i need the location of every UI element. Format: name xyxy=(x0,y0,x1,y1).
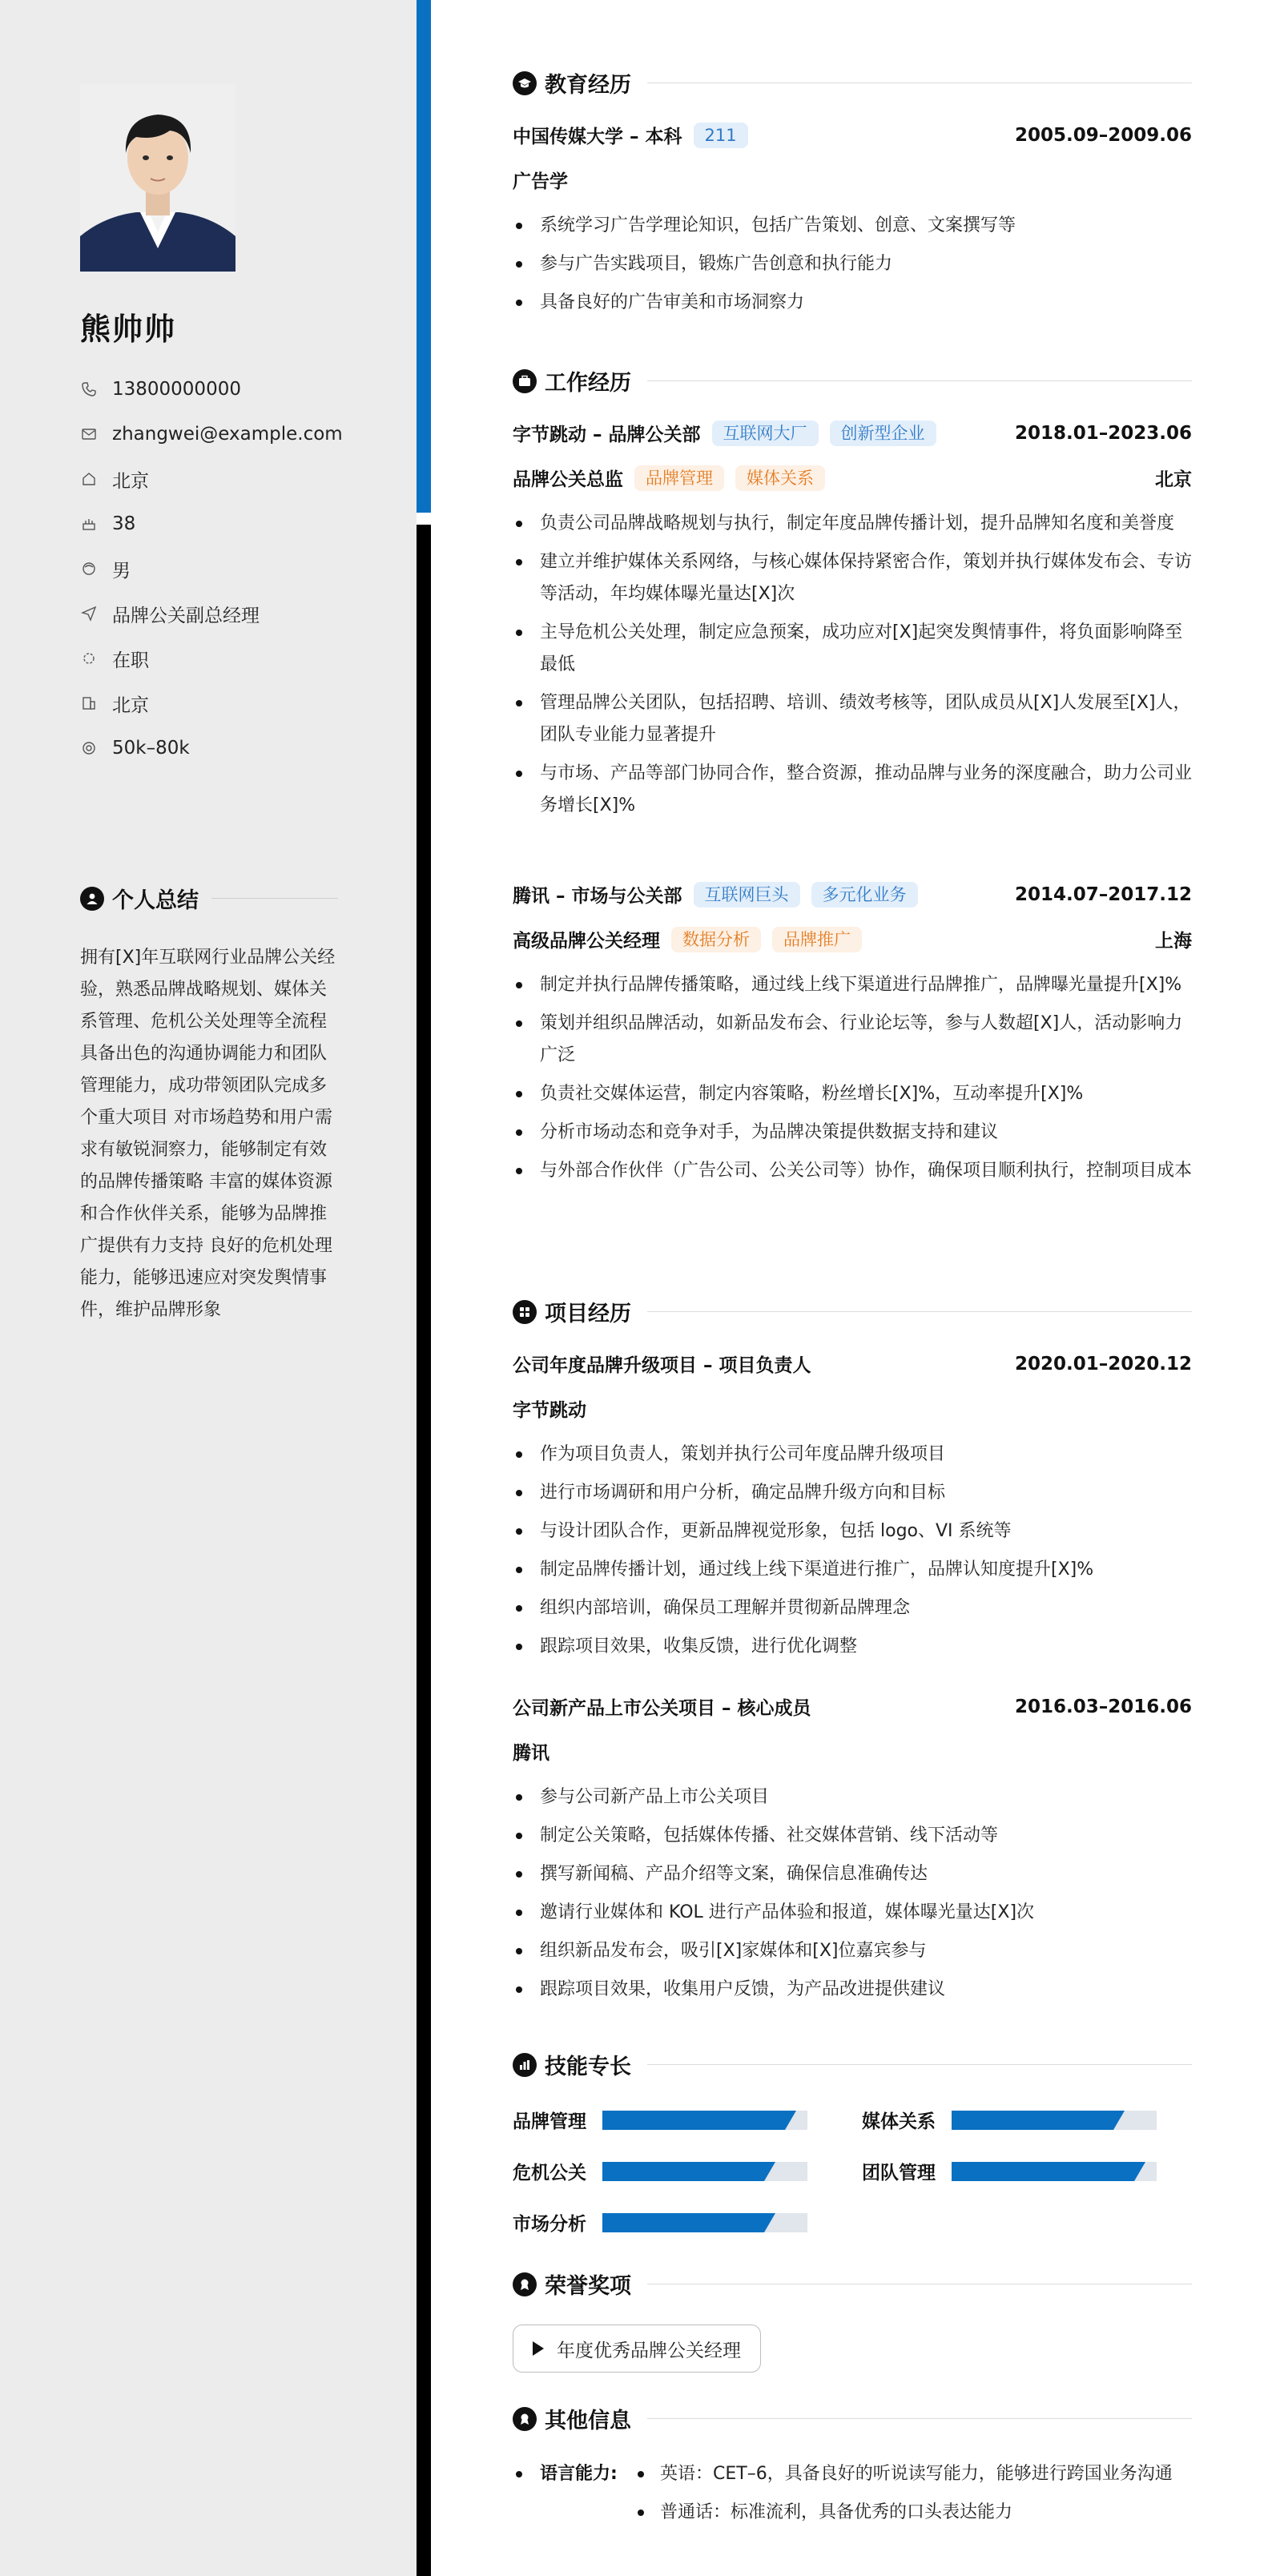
job-1-company-tag-1: 互联网大厂 xyxy=(712,421,819,446)
language-mandarin: 普通话：标准流利，具备优秀的口头表达能力 xyxy=(660,2502,1013,2522)
award-item xyxy=(513,2324,761,2373)
projects-title: 项目经历 xyxy=(545,1302,631,1326)
job-2-period: 2014.07–2017.12 xyxy=(1014,883,1192,905)
gender-text: 男 xyxy=(112,560,131,582)
skills-divider xyxy=(647,2064,1192,2065)
list-item: 主导危机公关处理，制定应急预案，成功应对[X]起突发舆情事件，将负面影响降至最低 xyxy=(513,617,1192,681)
education-school-row xyxy=(513,122,1192,148)
list-item: 系统学习广告学理论知识，包括广告策划、创意、文案撰写等 xyxy=(513,210,1192,242)
project-1-name: 公司年度品牌升级项目 – 项目负责人 xyxy=(513,1355,811,1376)
job-2-role-row xyxy=(513,926,1192,952)
info-position xyxy=(80,591,343,636)
job-2-company-tag-1: 互联网巨头 xyxy=(694,882,800,908)
skill-bar xyxy=(602,2162,807,2181)
summary-title: 个人总结 xyxy=(112,888,199,913)
school-name: 中国传媒大学 – 本科 xyxy=(513,127,682,147)
skill-item xyxy=(513,2107,807,2133)
list-item: 策划并组织品牌活动，如新品发布会、行业论坛等，参与人数超[X]人，活动影响力广泛 xyxy=(513,1008,1192,1072)
summary-header xyxy=(80,883,338,914)
project-2-period: 2016.03–2016.06 xyxy=(1014,1696,1192,1717)
play-icon xyxy=(533,2341,544,2356)
major-name: 广告学 xyxy=(513,171,568,192)
job-1-company-tag-2: 创新型企业 xyxy=(830,421,936,446)
skill-label: 市场分析 xyxy=(513,2214,586,2235)
person-name: 熊帅帅 xyxy=(80,312,177,347)
job-2-role: 高级品牌公关经理 xyxy=(513,931,660,952)
language-label: 语言能力: xyxy=(540,2464,618,2484)
age-text: 38 xyxy=(112,513,136,534)
info-status xyxy=(80,636,343,681)
building-icon xyxy=(80,694,98,712)
contact-info-list xyxy=(80,367,343,771)
list-item: 负责公司品牌战略规划与执行，制定年度品牌传播计划，提升品牌知名度和美誉度 xyxy=(513,508,1192,540)
list-item: 制定公关策略，包括媒体传播、社交媒体营销、线下活动等 xyxy=(513,1820,1192,1852)
education-title: 教育经历 xyxy=(545,73,631,98)
awards-title: 荣誉奖项 xyxy=(545,2274,631,2299)
info-phone xyxy=(80,367,343,412)
project-2-org-row xyxy=(513,1738,1192,1765)
phone-text: 13800000000 xyxy=(112,379,241,400)
project-2-name: 公司新产品上市公关项目 – 核心成员 xyxy=(513,1698,811,1719)
list-item: 制定并执行品牌传播策略，通过线上线下渠道进行品牌推广，品牌曝光量提升[X]% xyxy=(513,969,1192,1001)
bar-chart-icon xyxy=(513,2053,537,2077)
language-list xyxy=(634,2457,1192,2530)
list-item: 邀请行业媒体和 KOL 进行产品体验和报道，媒体曝光量达[X]次 xyxy=(513,1897,1192,1929)
skills-header xyxy=(513,2049,1192,2080)
list-item: 参与广告实践项目，锻炼广告创意和执行能力 xyxy=(513,248,1192,280)
job-1-role-tag-2: 媒体关系 xyxy=(735,465,825,491)
position-text: 品牌公关副总经理 xyxy=(112,605,260,626)
mail-icon xyxy=(80,425,98,443)
award-label: 年度优秀品牌公关经理 xyxy=(557,2340,741,2361)
city-text: 北京 xyxy=(112,470,149,492)
work-city-text: 北京 xyxy=(112,694,149,716)
list-item: 参与公司新产品上市公关项目 xyxy=(513,1781,1192,1813)
status-icon xyxy=(80,650,98,667)
summary-text: 拥有[X]年互联网行业品牌公关经验，熟悉品牌战略规划、媒体关系管理、危机公关处理等全流程 具备出色的沟通协调能力和团队管理能力，成功带领团队完成多个重大项目 对市场趋势和用户需求有敏锐洞察力，能够制定有效的品牌传播策略 丰富的媒体资源和合作伙伴关系，能够为品牌推广提供有力支持 良好的危机处理能力，能够迅速应对突发舆情事件，维护品牌形象 xyxy=(80,948,336,1320)
language-english: 英语：CET–6，具备良好的听说读写能力，能够进行跨国业务沟通 xyxy=(660,2464,1173,2484)
list-item: 分析市场动态和竞争对手，为品牌决策提供数据支持和建议 xyxy=(513,1117,1192,1149)
briefcase-icon xyxy=(513,369,537,393)
language-item xyxy=(634,2496,1192,2530)
salary-text: 50k–80k xyxy=(112,738,190,759)
job-2-role-tag-2: 品牌推广 xyxy=(772,927,862,952)
list-item: 组织新品发布会，吸引[X]家媒体和[X]位嘉宾参与 xyxy=(513,1935,1192,1967)
projects-divider xyxy=(647,1311,1192,1312)
skill-bar xyxy=(602,2213,807,2232)
work-header xyxy=(513,365,1192,396)
send-icon xyxy=(80,605,98,622)
status-text: 在职 xyxy=(112,650,149,671)
info-icon xyxy=(513,2407,537,2431)
job-1-location: 北京 xyxy=(1155,469,1192,490)
work-divider xyxy=(647,380,1192,381)
gender-icon xyxy=(80,560,98,578)
list-item: 管理品牌公关团队，包括招聘、培训、绩效考核等，团队成员从[X]人发展至[X]人，团队专业能力显著提升 xyxy=(513,687,1192,751)
list-item: 跟踪项目效果，收集用户反馈，为产品改进提供建议 xyxy=(513,1974,1192,2006)
awards-header xyxy=(513,2268,1192,2300)
award-icon xyxy=(513,2272,537,2296)
job-2-location: 上海 xyxy=(1155,931,1192,952)
skill-bar xyxy=(952,2162,1157,2181)
accent-bar-black xyxy=(417,525,431,2576)
list-item: 跟踪项目效果，收集反馈，进行优化调整 xyxy=(513,1631,1192,1663)
avatar xyxy=(80,84,235,272)
job-1-company: 字节跳动 – 品牌公关部 xyxy=(513,425,701,445)
graduation-cap-icon xyxy=(513,71,537,95)
skill-label: 品牌管理 xyxy=(513,2111,586,2132)
other-header xyxy=(513,2403,1192,2434)
project-2-org: 腾讯 xyxy=(513,1743,549,1764)
list-item: 组织内部培训，确保员工理解并贯彻新品牌理念 xyxy=(513,1592,1192,1624)
cake-icon xyxy=(80,515,98,533)
school-tag: 211 xyxy=(694,123,748,148)
other-title: 其他信息 xyxy=(545,2409,631,2433)
job-2-company: 腾讯 – 市场与公关部 xyxy=(513,886,682,907)
list-item: 撰写新闻稿、产品介绍等文案，确保信息准确传达 xyxy=(513,1858,1192,1890)
education-header xyxy=(513,67,1192,99)
job-2-bullets xyxy=(513,969,1192,1193)
skill-label: 危机公关 xyxy=(513,2163,586,2184)
list-item: 与设计团队合作，更新品牌视觉形象，包括 logo、VI 系统等 xyxy=(513,1515,1192,1548)
project-1-period: 2020.01–2020.12 xyxy=(1014,1353,1192,1375)
skill-bar-fill xyxy=(602,2162,764,2181)
skill-bar-fill xyxy=(952,2111,1113,2130)
project-1-row xyxy=(513,1350,1192,1377)
skill-item xyxy=(862,2107,1157,2133)
accent-bar-blue xyxy=(417,0,431,513)
skill-item xyxy=(513,2158,807,2184)
email-text: zhangwei@example.com xyxy=(112,424,343,445)
projects-header xyxy=(513,1296,1192,1327)
list-item: 与市场、产品等部门协同合作，整合资源，推动品牌与业务的深度融合，助力公司业务增长[X]% xyxy=(513,758,1192,822)
skill-label: 媒体关系 xyxy=(862,2111,936,2132)
info-city xyxy=(80,457,343,501)
job-2-role-tag-1: 数据分析 xyxy=(671,927,761,952)
job-1-period: 2018.01–2023.06 xyxy=(1014,422,1192,444)
project-1-org: 字节跳动 xyxy=(513,1400,586,1421)
list-item: 负责社交媒体运营，制定内容策略，粉丝增长[X]%，互动率提升[X]% xyxy=(513,1078,1192,1110)
portrait-image xyxy=(80,84,235,272)
salary-icon xyxy=(80,739,98,757)
project-2-row xyxy=(513,1693,1192,1720)
list-item: 与外部合作伙伴（广告公司、公关公司等）协作，确保项目顺利执行，控制项目成本 xyxy=(513,1155,1192,1187)
bullet-dot xyxy=(638,2510,644,2516)
bullet-dot xyxy=(516,2471,522,2477)
job-1-role-tag-1: 品牌管理 xyxy=(634,465,724,491)
project-1-bullets xyxy=(513,1439,1192,1669)
skills-title: 技能专长 xyxy=(545,2055,631,2079)
other-divider xyxy=(647,2418,1192,2419)
education-period: 2005.09–2009.06 xyxy=(1014,124,1192,146)
language-item xyxy=(634,2457,1192,2491)
list-item: 进行市场调研和用户分析，确定品牌升级方向和目标 xyxy=(513,1477,1192,1509)
info-gender xyxy=(80,546,343,591)
skill-item xyxy=(513,2209,807,2236)
work-title: 工作经历 xyxy=(545,371,631,396)
list-item: 具备良好的广告审美和市场洞察力 xyxy=(513,287,1192,319)
list-item: 作为项目负责人，策划并执行公司年度品牌升级项目 xyxy=(513,1439,1192,1471)
skill-bar xyxy=(602,2111,807,2130)
skill-bar-fill xyxy=(602,2213,764,2232)
skill-item xyxy=(862,2158,1157,2184)
job-1-role: 品牌公关总监 xyxy=(513,469,623,490)
education-major-row xyxy=(513,167,1192,193)
info-email xyxy=(80,412,343,457)
list-item: 建立并维护媒体关系网络，与核心媒体保持紧密合作，策划并执行媒体发布会、专访等活动，年均媒体曝光量达[X]次 xyxy=(513,546,1192,610)
list-item: 制定品牌传播计划，通过线上线下渠道进行推广，品牌认知度提升[X]% xyxy=(513,1554,1192,1586)
job-1-role-row xyxy=(513,465,1192,491)
skill-bar-fill xyxy=(952,2162,1134,2181)
job-1-company-row xyxy=(513,420,1192,446)
info-age xyxy=(80,501,343,546)
info-work-city xyxy=(80,681,343,726)
job-2-company-row xyxy=(513,881,1192,908)
person-icon xyxy=(80,887,104,911)
summary-divider xyxy=(211,898,338,899)
job-1-bullets xyxy=(513,508,1192,828)
skill-label: 团队管理 xyxy=(862,2163,936,2184)
skill-bar xyxy=(952,2111,1157,2130)
bullet-dot xyxy=(638,2471,644,2477)
education-bullets xyxy=(513,210,1192,325)
grid-icon xyxy=(513,1300,537,1324)
home-icon xyxy=(80,470,98,488)
info-salary xyxy=(80,726,343,771)
project-1-org-row xyxy=(513,1395,1192,1422)
project-2-bullets xyxy=(513,1781,1192,2012)
phone-icon xyxy=(80,380,98,398)
job-2-company-tag-2: 多元化业务 xyxy=(811,882,918,908)
skill-bar-fill xyxy=(602,2111,785,2130)
